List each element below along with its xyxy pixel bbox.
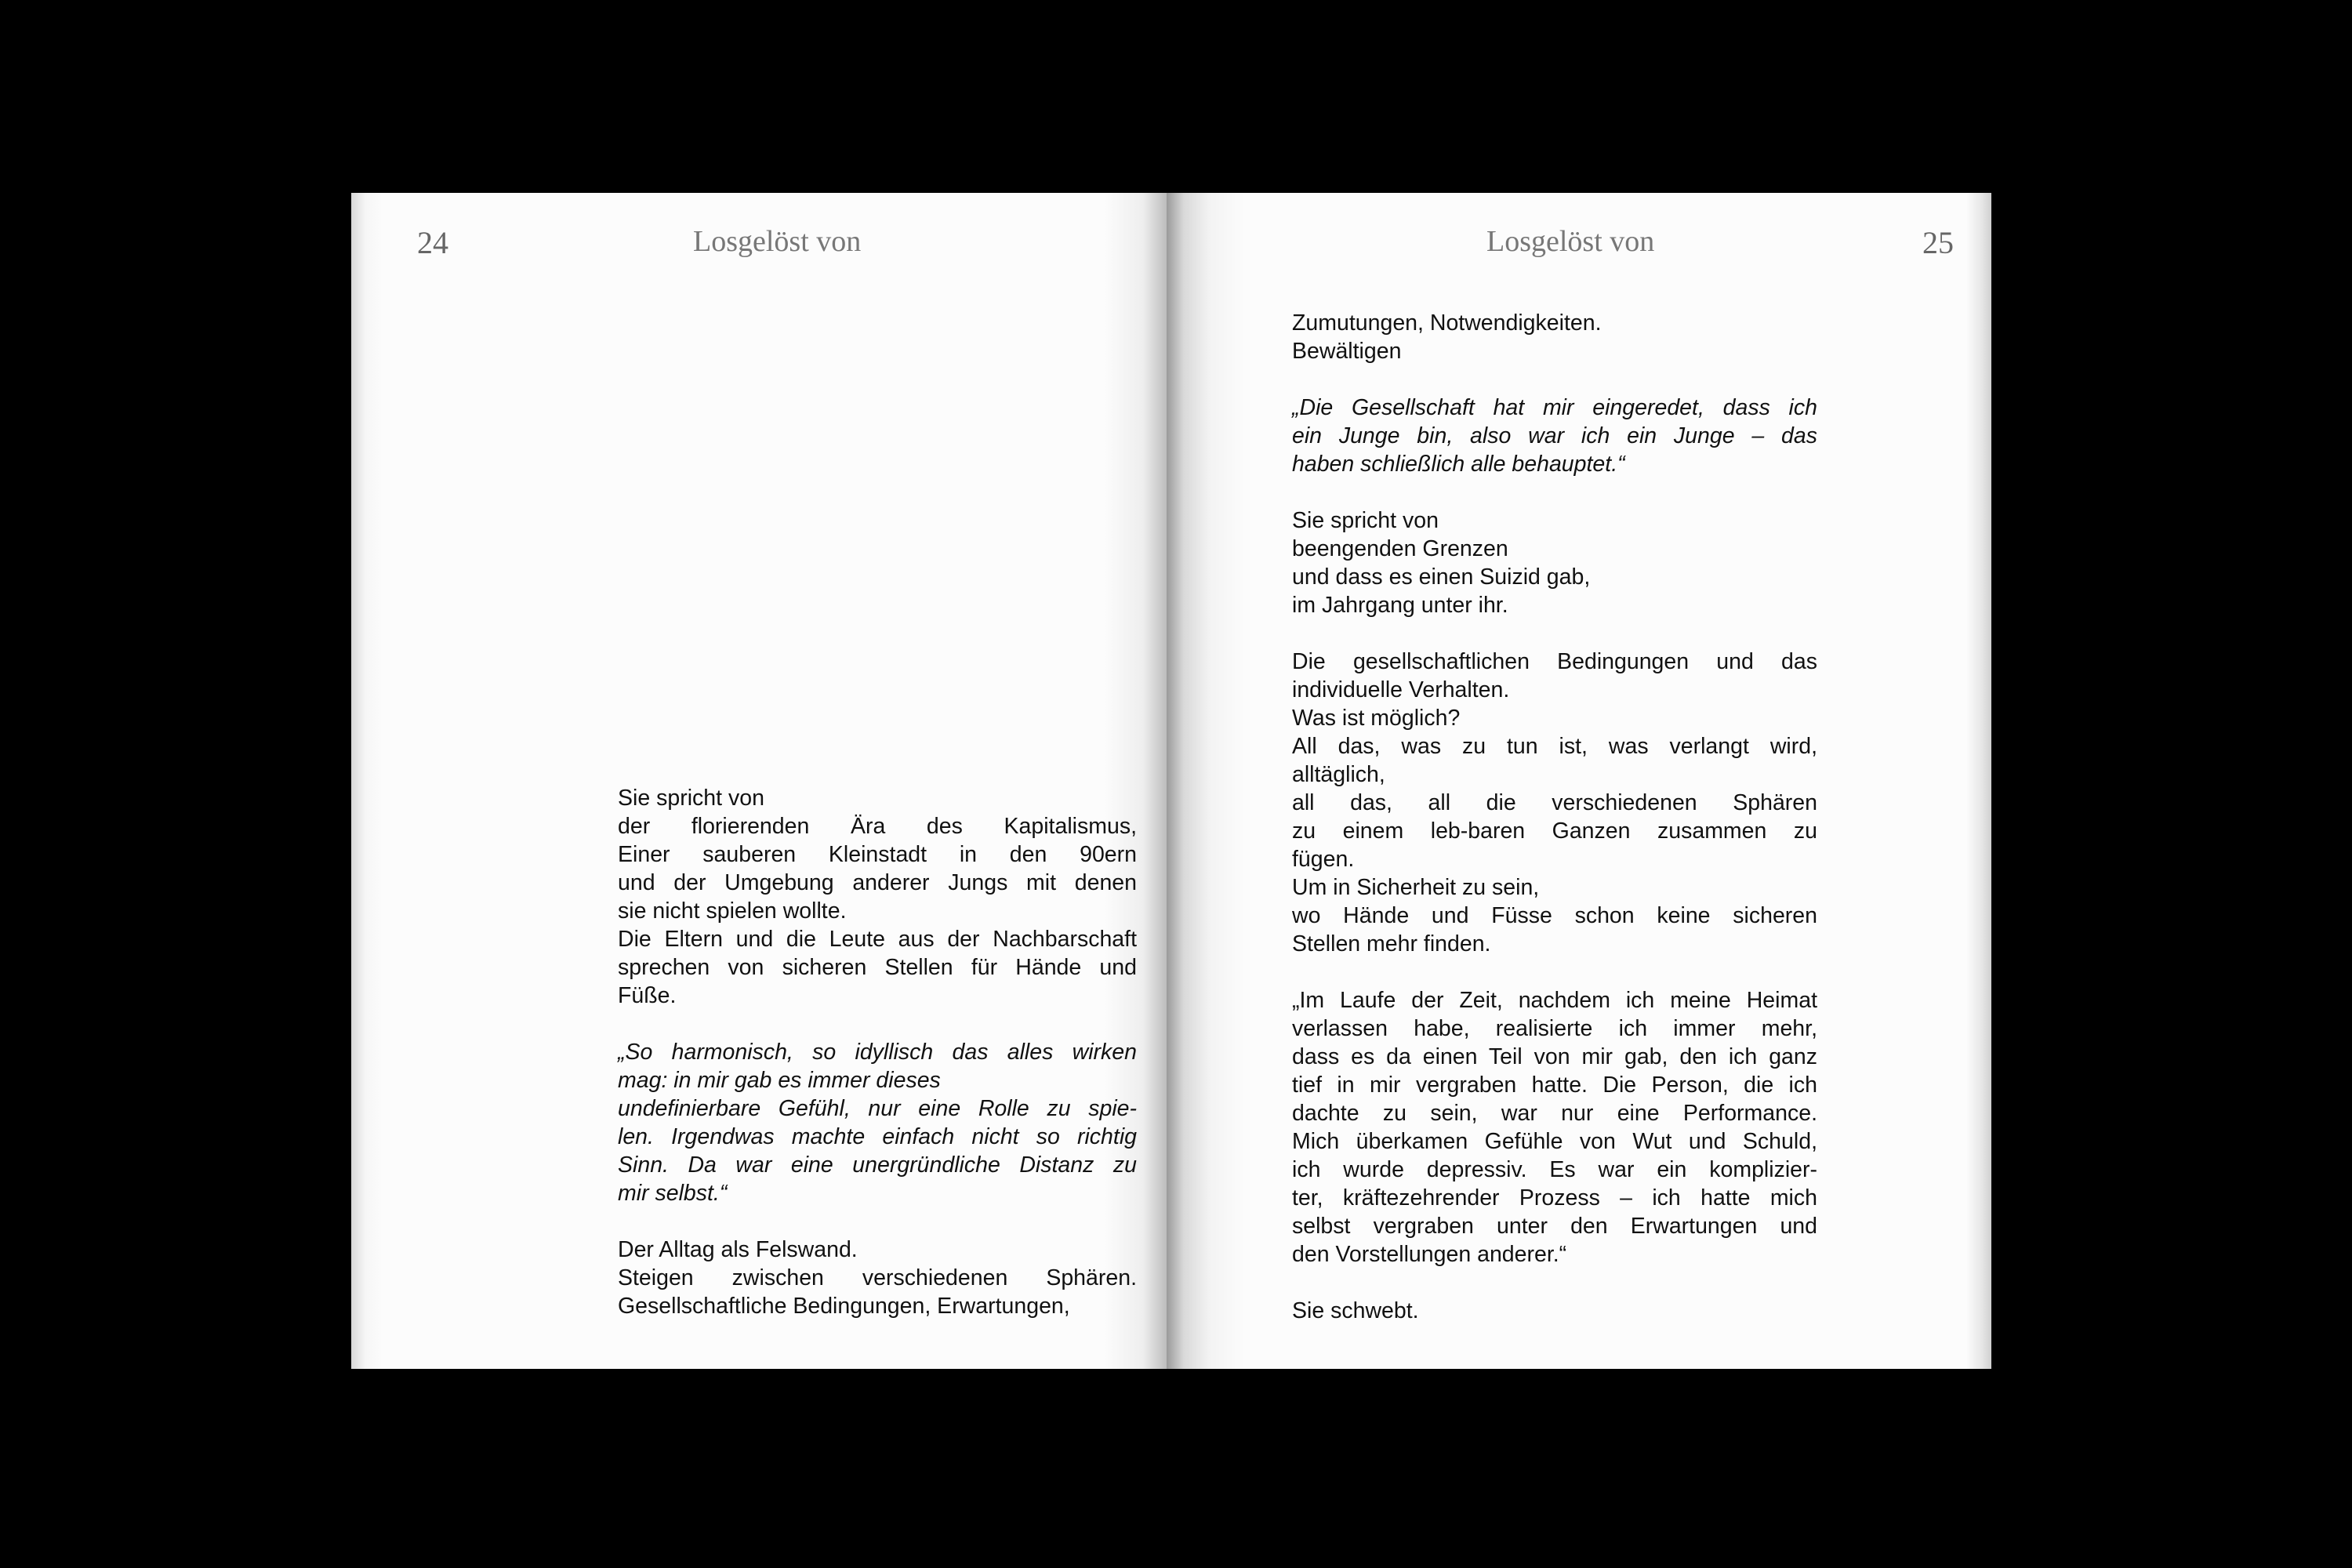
text-line: fügen. — [1292, 847, 1355, 872]
text-line: wo Hände und Füsse schon keine sicheren — [1292, 903, 1817, 928]
left-page — [351, 193, 1167, 1369]
paragraph — [1292, 1297, 1817, 1325]
left-page-text — [618, 784, 1137, 1348]
text-line: Sie spricht von — [618, 786, 764, 811]
text-line: dass es da einen Teil von mir gab, den ich ganz — [1292, 1044, 1817, 1069]
text-line: Einer sauberen Kleinstadt in den 90ern — [618, 842, 1137, 867]
text-line: Füße. — [618, 983, 677, 1008]
text-line: haben schließlich alle behauptet.“ — [1292, 452, 1625, 477]
text-line: tief in mir vergraben hatte. Die Person, die ich — [1292, 1073, 1817, 1098]
running-header: Losgelöst von — [693, 225, 862, 258]
text-line: Sie spricht von — [1292, 508, 1439, 533]
text-line: Bewältigen — [1292, 339, 1402, 364]
text-line: All das, was zu tun ist, was verlangt wird, — [1292, 734, 1817, 759]
quote-paragraph — [618, 1038, 1137, 1207]
text-line: Die gesellschaftlichen Bedingungen und das — [1292, 649, 1817, 674]
text-line: Sinn. Da war eine unergründliche Distanz zu — [618, 1152, 1137, 1178]
text-line: der florierenden Ära des Kapitalismus, — [618, 814, 1137, 839]
text-line: ein Junge bin, also war ich ein Junge – das — [1292, 423, 1817, 448]
text-line: Stellen mehr finden. — [1292, 931, 1491, 956]
paragraph — [618, 784, 1137, 1010]
text-line: beengenden Grenzen — [1292, 536, 1508, 561]
text-line: len. Irgendwas machte einfach nicht so richtig — [618, 1124, 1137, 1149]
text-line: ter, kräftezehrender Prozess – ich hatte mich — [1292, 1185, 1817, 1210]
text-line: Zumutungen, Notwendigkeiten. — [1292, 310, 1602, 336]
paragraph — [1292, 986, 1817, 1269]
text-line: Mich überkamen Gefühle von Wut und Schuld, — [1292, 1129, 1817, 1154]
text-line: Sie schwebt. — [1292, 1298, 1419, 1323]
text-line: verlassen habe, realisierte ich immer mehr, — [1292, 1016, 1817, 1041]
text-line: Um in Sicherheit zu sein, — [1292, 875, 1540, 900]
quote-paragraph — [1292, 394, 1817, 478]
text-line: im Jahrgang unter ihr. — [1292, 593, 1508, 618]
text-line: „Im Laufe der Zeit, nachdem ich meine Heimat — [1292, 988, 1817, 1013]
paragraph — [1292, 648, 1817, 958]
text-line: all das, all die verschiedenen Sphären — [1292, 790, 1817, 815]
text-line: selbst vergraben unter den Erwartungen und — [1292, 1214, 1817, 1239]
text-line: undefinierbare Gefühl, nur eine Rolle zu spie- — [618, 1096, 1137, 1121]
paragraph — [1292, 309, 1817, 365]
text-line: individuelle Verhalten. — [1292, 677, 1510, 702]
text-line: Der Alltag als Felswand. — [618, 1237, 858, 1262]
text-line: zu einem leb-baren Ganzen zusammen zu — [1292, 818, 1817, 844]
text-line: Steigen zwischen verschiedenen Sphären. — [618, 1265, 1137, 1290]
paragraph — [1292, 506, 1817, 619]
text-line: den Vorstellungen anderer.“ — [1292, 1242, 1567, 1267]
text-line: und dass es einen Suizid gab, — [1292, 564, 1591, 590]
open-book — [351, 193, 1991, 1369]
page-number: 25 — [1922, 225, 1954, 260]
text-line: mir selbst.“ — [618, 1181, 728, 1206]
text-line: „Die Gesellschaft hat mir eingeredet, dass ich — [1292, 395, 1817, 420]
text-line: und der Umgebung anderer Jungs mit denen — [618, 870, 1137, 895]
text-line: ich wurde depressiv. Es war ein komplizier- — [1292, 1157, 1817, 1182]
right-page — [1167, 193, 1991, 1369]
text-line: „So harmonisch, so idyllisch das alles wirken — [618, 1040, 1137, 1065]
running-header: Losgelöst von — [1486, 225, 1655, 258]
text-line: alltäglich, — [1292, 762, 1385, 787]
paragraph — [618, 1236, 1137, 1320]
text-line: Gesellschaftliche Bedingungen, Erwartungen, — [618, 1294, 1070, 1319]
text-line: sprechen von sicheren Stellen für Hände und — [618, 955, 1137, 980]
text-line: Die Eltern und die Leute aus der Nachbarschaft — [618, 927, 1137, 952]
text-line: mag: in mir gab es immer dieses — [618, 1068, 941, 1093]
text-line: sie nicht spielen wollte. — [618, 898, 847, 924]
page-number: 24 — [417, 225, 448, 260]
text-line: dachte zu sein, war nur eine Performance. — [1292, 1101, 1817, 1126]
right-page-text — [1292, 309, 1817, 1353]
text-line: Was ist möglich? — [1292, 706, 1461, 731]
